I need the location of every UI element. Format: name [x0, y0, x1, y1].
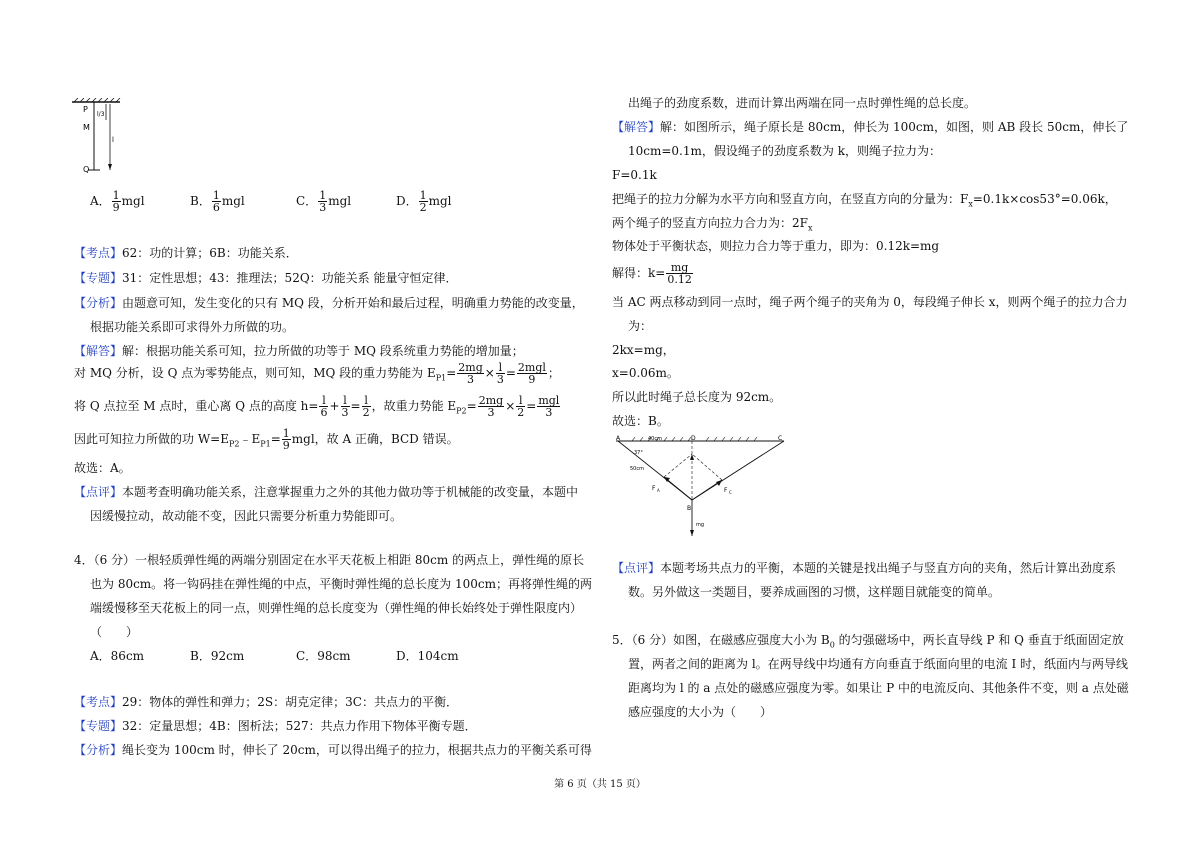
q4-stem-4: （ ） — [90, 625, 139, 639]
q4-kaodian: 【考点】29：物体的弹性和弹力；2S：胡克定律；3C：共点力的平衡． — [74, 695, 458, 709]
label-l3: l/3 — [97, 111, 105, 118]
q4-option-c: C．98cm — [296, 649, 351, 663]
svg-text:C: C — [729, 490, 732, 495]
r-line-8: 解得：k= $\frac{mg}{0.12}$ — [612, 261, 692, 286]
svg-text:A: A — [616, 435, 621, 442]
q3-option-d: D． $\frac{1}{2}$ mgl — [396, 189, 452, 214]
r-dianping: 【点评】本题考场共点力的平衡，本题的关键是找出绳子与竖直方向的夹角，然后计算出劲度系 — [612, 561, 1117, 575]
r-line-12: x=0.06m。 — [612, 366, 679, 380]
r-line-5: 把绳子的拉力分解为水平方向和竖直方向，在竖直方向的分量为：$F_x=0.1k\times\cos 53^\circ=0.06k$， — [612, 192, 1117, 209]
q4-option-d: D．104cm — [396, 649, 459, 663]
q5-stem-3: 距离均为 l 的 a 点处的磁感应强度为零。如果让 P 中的电流反向、其他条件不变，则 a 点处磁 — [628, 681, 1129, 695]
label-l: l — [112, 136, 114, 144]
r-line-1: 出绳子的劲度系数，进而计算出两端在同一点时弹性绳的总长度。 — [628, 96, 977, 110]
q3-jieda: 【解答】解：根据功能关系可知，拉力所做的功等于 MQ 段系统重力势能的增加量； — [74, 344, 524, 358]
r-line-3: 10cm=0.1m，假设绳子的劲度系数为 k，则绳子拉力为： — [628, 144, 941, 158]
q3-zhuanti: 【专题】31：定性思想；43：推理法；52Q：功能关系 能量守恒定律． — [74, 271, 458, 285]
q3-jieda-4: 因此可知拉力所做的功 $W=E_{P2}﹣E_{P1}=$ $\frac{1}{9}$ mgl，故 A 正确，BCD 错误。 — [74, 427, 459, 452]
r-jieda: 【解答】解：如图所示，绳子原长是 80cm，伸长为 100cm，如图，则 AB 段长 50cm，伸长了 — [612, 120, 1129, 134]
r-line-6: 两个绳子的竖直方向拉力合力为：$2F_x$ — [612, 216, 813, 233]
q3-fenxi: 【分析】由题意可知，发生变化的只有 MQ 段，分析开始和最后过程，明确重力势能的改变量， — [74, 296, 584, 310]
rope-force-diagram — [612, 432, 788, 540]
svg-text:B: B — [687, 505, 692, 512]
q4-fenxi: 【分析】绳长变为 100cm 时，伸长了 20cm，可以得出绳子的拉力，根据共点力的平衡关系可得 — [74, 743, 592, 757]
q4-stem-2: 也为 80cm。将一钩码挂在弹性绳的中点，平衡时弹性绳的总长度为 100cm；再将弹性绳的两 — [90, 577, 593, 591]
svg-text:C: C — [778, 435, 783, 442]
svg-text:F: F — [724, 487, 728, 494]
page-footer: 第 6 页（共 15 页） — [554, 779, 646, 790]
mq-rope-figure — [70, 98, 130, 176]
q4-stem-1: 4．（6 分）一根轻质弹性绳的两端分别固定在水平天花板上相距 80cm 的两点上，弹性绳的原长 — [74, 553, 585, 567]
q3-kaodian: 【考点】62：功的计算；6B：功能关系． — [74, 246, 298, 260]
q4-option-a: A．86cm — [90, 649, 145, 663]
r-dianping-2: 数。另外做这一类题目，要养成画图的习惯，这样题目就能变的简单。 — [628, 585, 1001, 599]
svg-text:50cm: 50cm — [630, 466, 644, 472]
q3-fenxi-2: 根据功能关系即可求得外力所做的功。 — [90, 320, 295, 334]
svg-text:A: A — [657, 488, 660, 493]
q5-stem-2: 置，两者之间的距离为 l。在两导线中均通有方向垂直于纸面向里的电流 I 时，纸面内与两导线 — [628, 657, 1129, 671]
label-q: Q — [83, 165, 90, 174]
svg-text:F: F — [652, 485, 656, 492]
r-line-9: 当 AC 两点移动到同一点时，绳子两个绳子的夹角为 0，每段绳子伸长 x，则两个绳子的拉力合力 — [612, 295, 1128, 309]
q4-zhuanti: 【专题】32：定量思想；4B：图析法；527：共点力作用下物体平衡专题． — [74, 719, 477, 733]
q3-jieda-3: 将 Q 点拉至 M 点时，重心离 Q 点的高度 h= $\frac{l}{6}$ + $\frac{l}{3}$ = $\frac{l}{2}$ ，故重力势能 $E_{P2}=$ $\frac{2mg}{3}$ × $\frac{l}{2}$ = $\frac{\text{mgl}}{3}$ — [74, 394, 560, 419]
q3-option-a: A． $\frac{1}{9}$ mgl — [90, 189, 145, 214]
q3-option-c: C． $\frac{1}{3}$ mgl — [296, 189, 352, 214]
q5-stem-4: 感应强度的大小为（ ） — [628, 705, 773, 719]
q5-stem-1: 5．（6 分）如图，在磁感应强度大小为 $B_0$ 的匀强磁场中，两长直导线 P 和 Q 垂直于纸面固定放 — [612, 633, 1124, 650]
r-line-14: 故选：B。 — [612, 414, 669, 428]
svg-text:37°: 37° — [634, 450, 643, 456]
label-p: P — [83, 105, 88, 114]
svg-text:mg: mg — [696, 522, 705, 528]
label-m: M — [83, 123, 90, 132]
r-line-13: 所以此时绳子总长度为 92cm。 — [612, 390, 782, 404]
q3-option-b: B． $\frac{1}{6}$ mgl — [190, 189, 245, 214]
r-line-7: 物体处于平衡状态，则拉力合力等于重力，即为：0.12k=mg — [612, 239, 940, 253]
q4-stem-3: 端缓慢移至天花板上的同一点，则弹性绳的总长度变为（弹性绳的伸长始终处于弹性限度内） — [90, 601, 583, 615]
q3-dianping-2: 因缓慢拉动，故动能不变，因此只需要分析重力势能即可。 — [90, 509, 403, 523]
r-line-10: 为： — [628, 319, 653, 333]
q3-guxuan: 故选：A。 — [74, 461, 131, 475]
r-line-4: F=0.1k — [612, 168, 657, 182]
svg-text:D: D — [691, 435, 696, 442]
r-line-11: 2kx=mg， — [612, 343, 675, 357]
q3-jieda-2: 对 MQ 分析，设 Q 点为零势能点，则可知，MQ 段的重力势能为 $E_{P1}=$ $\frac{2mg}{3}$ × $\frac{l}{3}$ = $\frac{\text{2mgl}}{9}$ ； — [74, 361, 560, 386]
svg-text:40cm: 40cm — [648, 436, 662, 442]
q4-option-b: B．92cm — [190, 649, 245, 663]
q3-dianping: 【点评】本题考查明确功能关系，注意掌握重力之外的其他力做功等于机械能的改变量，本题中 — [74, 485, 579, 499]
